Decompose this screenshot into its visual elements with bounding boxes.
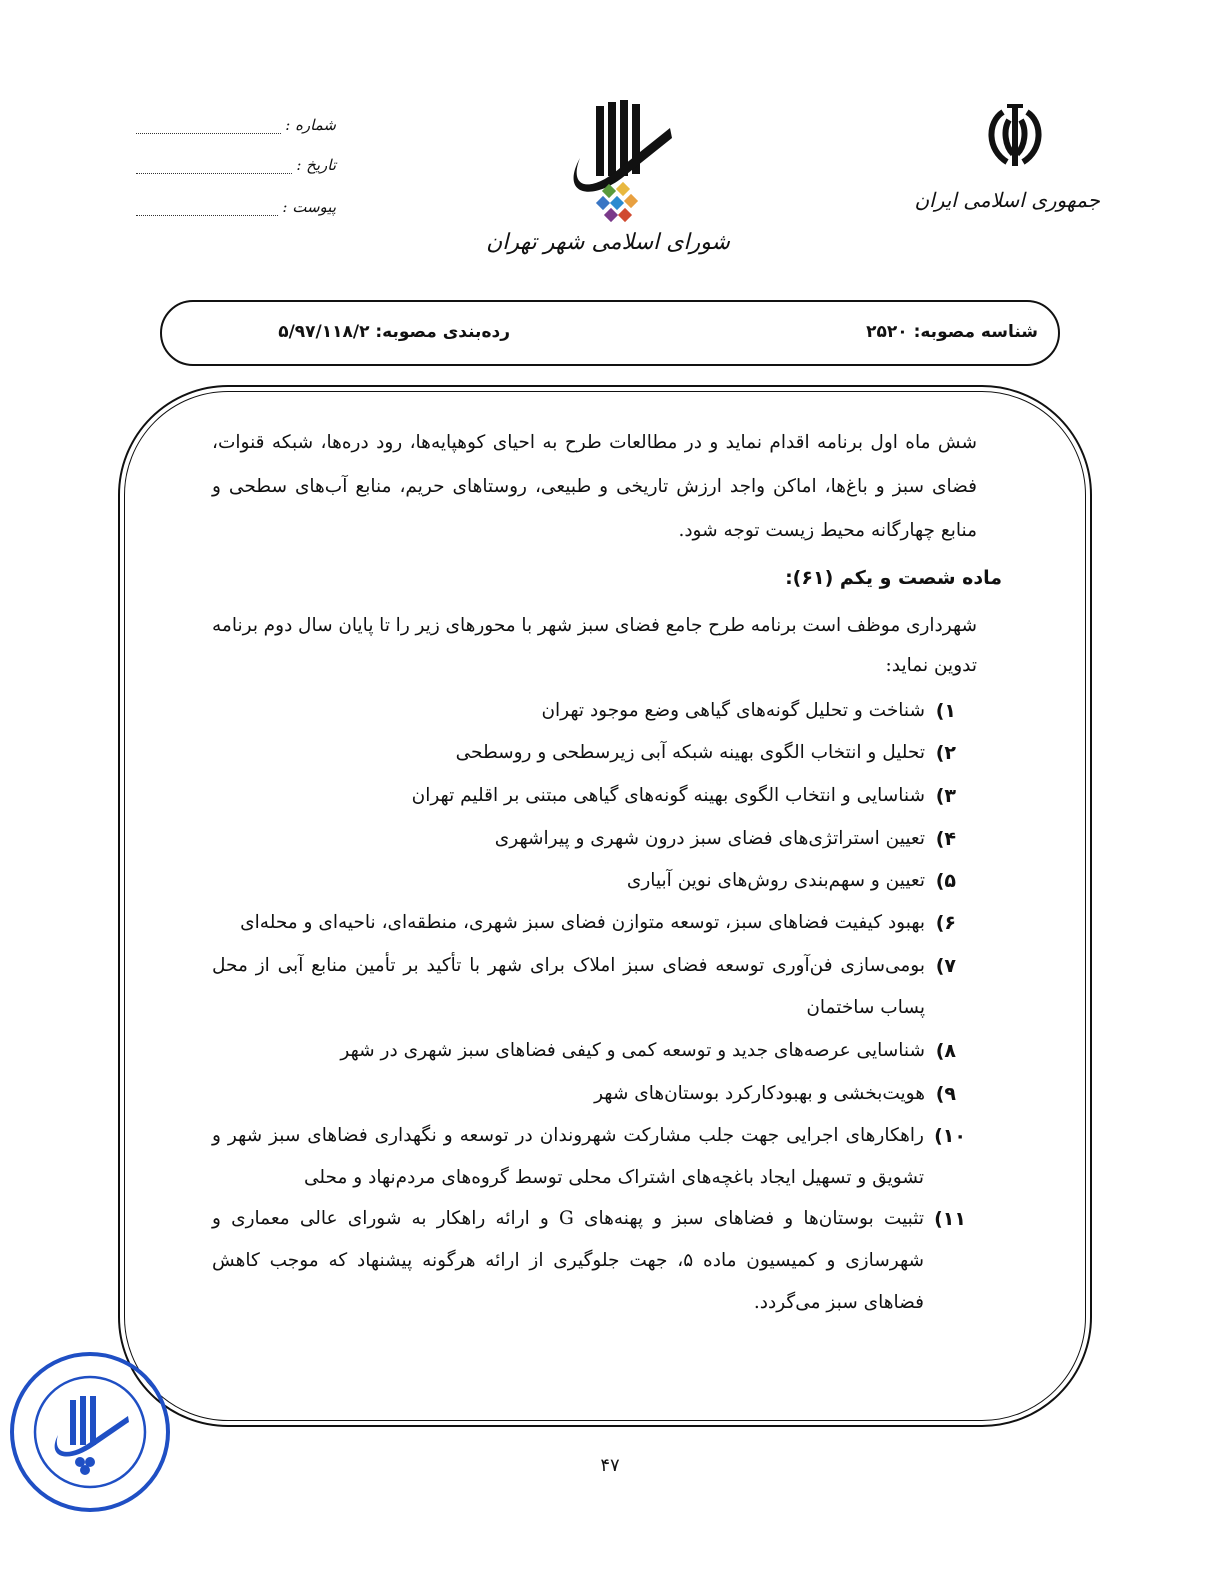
item-text: شناخت و تحلیل گونه‌های گیاهی وضع موجود تهران	[541, 700, 925, 721]
intro-line: شش ماه اول برنامه اقدام نماید و در مطالعات طرح به احیای کوهپایه‌ها، رود دره‌ها، شبکه قنوات،	[212, 432, 977, 453]
item-text: شناسایی و انتخاب الگوی بهینه گونه‌های گیاهی مبتنی بر اقلیم تهران	[411, 785, 925, 806]
attachment-field: پیوست :	[136, 198, 336, 216]
resolution-id-box	[160, 300, 1060, 366]
item-number: ۶)	[935, 912, 956, 934]
iran-emblem-icon	[975, 100, 1055, 172]
item-text: هویت‌بخشی و بهبودکارکرد بوستان‌های شهر	[594, 1083, 925, 1104]
item-text: فضاهای سبز می‌گردد.	[753, 1292, 924, 1313]
council-stamp	[8, 1350, 173, 1515]
article-line: تدوین نماید:	[885, 655, 977, 676]
item-text: تحلیل و انتخاب الگوی بهینه شبکه آبی زیرسطحی و روسطحی	[455, 742, 925, 763]
item-number: ۲)	[935, 742, 956, 764]
council-logo-text: شورای اسلامی شهر تهران	[486, 230, 730, 255]
item-number: ۱۱)	[934, 1208, 966, 1230]
item-text: شناسایی عرصه‌های جدید و توسعه کمی و کیفی فضاهای سبز شهری در شهر	[340, 1040, 925, 1061]
item-text: تعیین و سهم‌بندی روش‌های نوین آبیاری	[626, 870, 925, 891]
article-heading: ماده شصت و یکم (۶۱):	[785, 567, 1002, 589]
page-number: ۴۷	[600, 1455, 620, 1476]
item-number: ۱۰)	[934, 1125, 966, 1147]
intro-line: فضای سبز و باغ‌ها، اماکن واجد ارزش تاریخی و طبیعی، روستاهای حریم، منابع آب‌های سطحی و	[212, 476, 977, 497]
item-text: شهرسازی و کمیسیون ماده ۵، جهت جلوگیری از ارائه هرگونه پیشنهاد که موجب کاهش	[212, 1250, 924, 1271]
item-text: بهبود کیفیت فضاهای سبز، توسعه متوازن فضای سبز شهری، منطقه‌ای، ناحیه‌ای و محله‌ای	[240, 912, 925, 933]
item-number: ۸)	[935, 1040, 956, 1062]
article-line: شهرداری موظف است برنامه طرح جامع فضای سبز شهر با محورهای زیر را تا پایان سال دوم برنامه	[212, 615, 977, 636]
item-text: تشویق و تسهیل ایجاد باغچه‌های اشتراک محلی توسط گروه‌های مردم‌نهاد و محلی	[304, 1167, 924, 1188]
item-number: ۹)	[935, 1083, 956, 1105]
number-field: شماره :	[136, 116, 336, 134]
resolution-id: شناسه مصوبه: ۲۵۲۰	[866, 322, 1038, 342]
item-text: پساب ساختمان	[806, 997, 925, 1018]
date-field: تاریخ :	[136, 156, 336, 174]
item-text: تثبیت بوستان‌ها و فضاهای سبز و پهنه‌های G و ارائه راهکار به شورای عالی معماری و	[212, 1208, 924, 1229]
item-number: ۷)	[935, 955, 956, 977]
item-number: ۵)	[935, 870, 956, 892]
emblem-caption: جمهوری اسلامی ایران	[914, 188, 1100, 212]
tehran-council-logo	[560, 98, 680, 228]
intro-line: منابع چهارگانه محیط زیست توجه شود.	[678, 520, 977, 541]
item-text: راهکارهای اجرایی جهت جلب مشارکت شهروندان در توسعه و نگهداری فضاهای سبز شهر و	[212, 1125, 924, 1146]
item-text: تعیین استراتژی‌های فضای سبز درون شهری و پیراشهری	[494, 828, 925, 849]
item-number: ۴)	[935, 828, 956, 850]
resolution-classification: رده‌بندی مصوبه: ۵/۹۷/۱۱۸/۲	[278, 322, 510, 342]
item-number: ۱)	[935, 700, 956, 722]
item-text: بومی‌سازی فن‌آوری توسعه فضای سبز املاک برای شهر با تأکید بر تأمین منابع آبی از محل	[212, 955, 925, 976]
item-number: ۳)	[935, 785, 956, 807]
